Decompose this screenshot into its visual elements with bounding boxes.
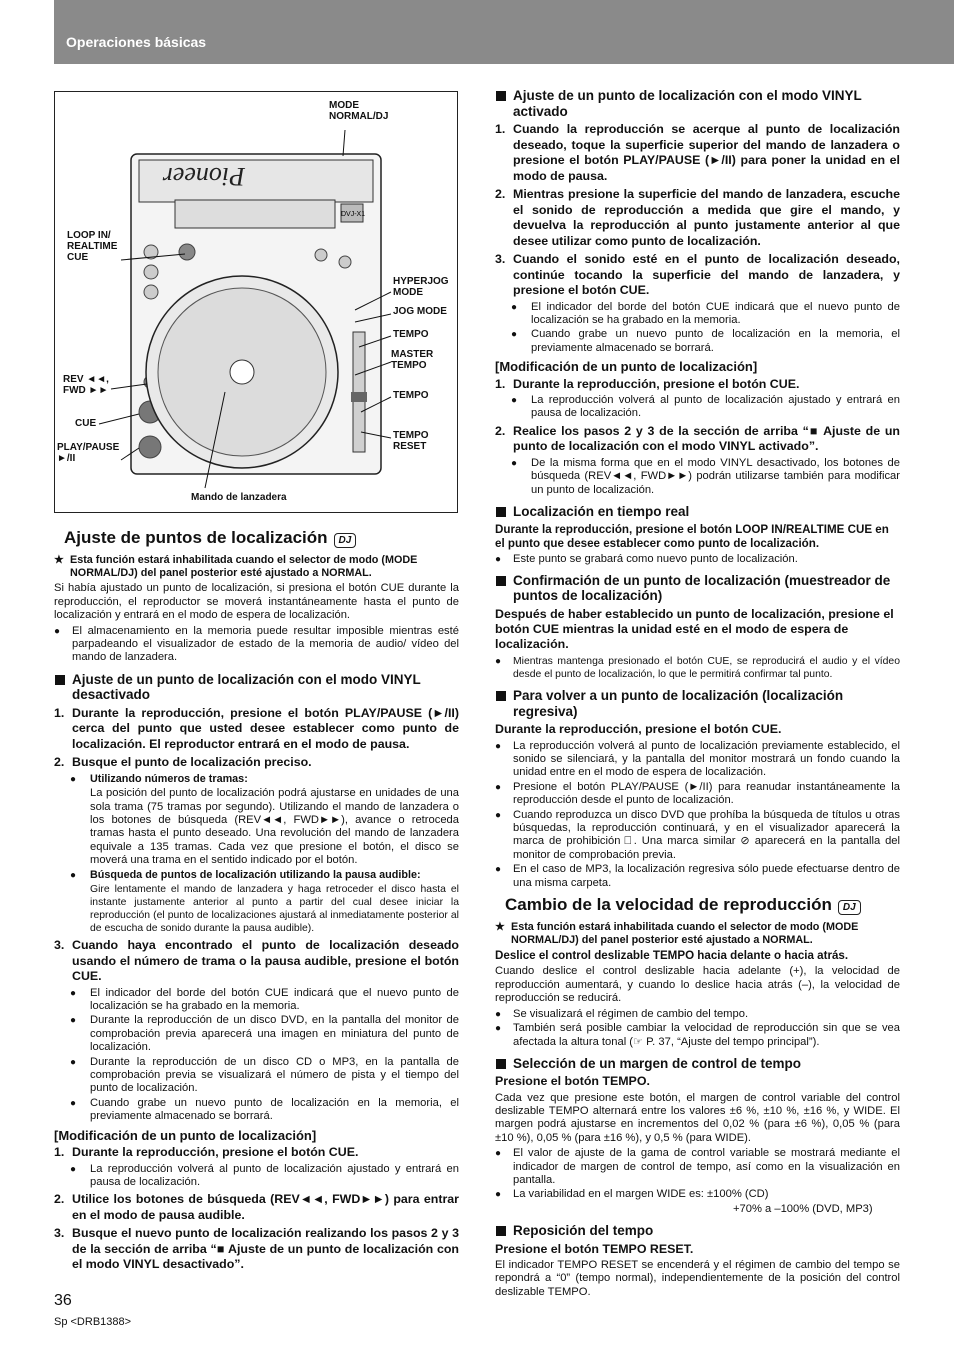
step-2: 2. Mientras presione la superficie del mando de lanzadera, escuche el sonido de reproducción a medida que gire el mando, y devuelva la reproducción al punto justamente anterior al que desee utilizar como punto de localización.: [495, 187, 900, 248]
bullet: ● La reproducción volverá al punto de localización previamente establecido, el sonido se silenciará, y la pantalla del monitor mostrará un fondo cuando la unidad entre en el modo de espera de localización.: [495, 740, 900, 780]
section-title: Operaciones básicas: [66, 34, 207, 50]
heading-back-cue: Para volver a un punto de localización (localización regresiva): [495, 688, 900, 719]
heading-realtime: Localización en tiempo real: [495, 504, 900, 520]
mod-step-3: 3. Busque el nuevo punto de localización realizando los pasos 2 y 3 de la sección de arriba “■ Ajuste de un punto de localización con el modo VINYL desactivado”.: [54, 1226, 459, 1272]
body-text: El indicador TEMPO RESET se encenderá y el régimen de cambio del tempo se repondrá a “0” (tempo normal), independientemente de la posición del control deslizable TEMPO.: [495, 1258, 900, 1298]
heading-reset: Reposición del tempo: [495, 1223, 900, 1239]
mod-step-1: 1. Durante la reproducción, presione el botón CUE.: [54, 1145, 359, 1160]
bold-text: Presione el botón TEMPO RESET.: [495, 1241, 694, 1256]
page-number: 36: [54, 1292, 72, 1309]
bold-text: Presione el botón TEMPO.: [495, 1074, 650, 1089]
body-text: +70% a –100% (DVD, MP3): [733, 1202, 873, 1215]
bullet: ● La variabilidad en el margen WIDE es: ±100% (CD): [495, 1188, 900, 1201]
section-title-cue: Ajuste de puntos de localización DJ: [54, 529, 459, 550]
label-jogmode: JOG MODE: [393, 306, 447, 317]
dj-badge: DJ: [838, 900, 861, 915]
bullet: ● La reproducción volverá al punto de localización ajustado y entrará en pausa de localización.: [495, 394, 900, 421]
left-column: [54, 523, 459, 1275]
bullet: ● Se visualizará el régimen de cambio del tempo.: [495, 1008, 900, 1021]
bullet: ● Cuando grabe un nuevo punto de localización en la memoria, el previamente almacenado se borrará.: [54, 1097, 459, 1124]
step-1: 1. Cuando la reproducción se acerque al punto de localización deseado, toque la superficie superior del mando de lanzadera o presione el botón PLAY/PAUSE (►/II) para poner la unidad en el modo de pausa.: [495, 122, 900, 183]
heading-vinyl-on: Ajuste de un punto de localización con el modo VINYL activado: [495, 88, 900, 119]
bullet: ● Mientras mantenga presionado el botón CUE, se reproducirá el audio y el vídeo desde el punto de localización, lo que le permitirá confirmar tal punto.: [495, 655, 900, 682]
device-figure: [54, 91, 458, 513]
label-cue: CUE: [75, 418, 97, 429]
step-3: 3. Cuando el sonido esté en el punto de localización deseado, continúe tocando la superficie del mando de lanzadera, y presione el botón CUE.: [495, 252, 900, 297]
bullet: ● El almacenamiento en la memoria puede resultar imposible mientras esté parpadeando el visualizador de estado de la memoria de audio/ vídeo del mando de lanzadera.: [54, 625, 459, 665]
section-header: [54, 0, 954, 64]
bullet: ● El valor de ajuste de la gama de control variable se mostrará mediante el indicador de margen de control de tempo, así como en la visualización en pantalla.: [495, 1147, 900, 1187]
heading-confirm: Confirmación de un punto de localización (muestreador de puntos de localización): [495, 573, 900, 604]
right-column: [495, 88, 900, 1301]
label-jog-dial: Mando de lanzadera: [191, 492, 287, 503]
intro-text: Si había ajustado un punto de localización, si presiona el botón CUE durante la reproducción, el reproductor se moverá instantáneamente hasta el punto de localización y entrará en el modo de espera de localización.: [54, 582, 459, 622]
label-hyperjog: HYPERJOG MODE: [393, 276, 449, 298]
label-tempo-reset: TEMPO RESET: [393, 430, 429, 452]
bullet-title: ● Utilizando números de tramas:: [54, 773, 459, 786]
note-star: ★ Esta función estará inhabilitada cuando el selector de modo (MODE NORMAL/DJ) del panel posterior esté ajustado a NORMAL.: [495, 921, 900, 947]
label-mode: MODE NORMAL/DJ: [329, 100, 389, 122]
mod-step-2: 2. Realice los pasos 2 y 3 de la sección de arriba “■ Ajuste de un punto de localización con el modo VINYL activado”.: [495, 423, 900, 454]
bullet: ● También será posible cambiar la velocidad de reproducción sin que se vea afectada la altura tonal (☞ P. 37, “Ajuste del tempo principal”).: [495, 1022, 900, 1049]
step-3: 3. Cuando haya encontrado el punto de localización deseado usando el número de trama o la pausa audible, presione el botón CUE.: [54, 938, 459, 984]
mod-step-2: 2. Utilice los botones de búsqueda (REV◄◄, FWD►►) para entrar en el modo de pausa audible.: [54, 1192, 459, 1222]
step-2: 2. Busque el punto de localización preciso.: [54, 755, 312, 770]
mod-step-1: 1. Durante la reproducción, presione el botón CUE.: [495, 376, 800, 391]
label-play-pause: PLAY/PAUSE ►/II: [57, 442, 120, 464]
subheading-mod: [Modificación de un punto de localización]: [54, 1127, 317, 1143]
heading-range: Selección de un margen de control de tempo: [495, 1056, 900, 1072]
body-text: Cada vez que presione este botón, el margen de control variable del control deslizable TEMPO alternará entre los valores ±6 %, ±10 %, ±16 %, y WIDE. El margen podrá ajustarse en incrementos del 0,02 % (para ±6 %), 0,05 % (para ±10 %), 0,05 % (para ±16 %), y 0,5 % (para WIDE).: [495, 1091, 900, 1144]
model-label: DVJ-X1: [341, 211, 366, 218]
label-master-tempo: MASTER TEMPO: [391, 349, 434, 371]
bullet: ● En el caso de MP3, la localización regresiva sólo puede efectuarse dentro de una misma carpeta.: [495, 863, 900, 890]
bullet: ● Este punto se grabará como nuevo punto de localización.: [495, 553, 900, 566]
bullet: ● La reproducción volverá al punto de localización ajustado y entrará en pausa de localización.: [54, 1163, 459, 1190]
bold-text: Durante la reproducción, presione el botón CUE.: [495, 722, 782, 737]
bullet: ● Presione el botón PLAY/PAUSE (►/II) para reanudar instantáneamente la reproducción desde el punto de localización.: [495, 781, 900, 808]
bullet: ● Cuando grabe un nuevo punto de localización en la memoria, el previamente almacenado se borrará.: [495, 328, 900, 355]
label-rev-fwd: REV ◄◄, FWD ►►: [63, 374, 109, 396]
bullet: ● De la misma forma que en el modo VINYL desactivado, los botones de búsqueda (REV◄◄, FWD►►) podrán utilizarse también para modificar un punto de localización.: [495, 457, 900, 497]
dj-badge: DJ: [334, 533, 357, 548]
bold-text: Durante la reproducción, presione el botón LOOP IN/REALTIME CUE en el punto que desee establecer como punto de localización.: [495, 522, 889, 550]
bullet: ● El indicador del borde del botón CUE indicará que el nuevo punto de localización se ha grabado en la memoria.: [54, 987, 459, 1014]
bullet-text: La posición del punto de localización podrá ajustarse en unidades de una sola trama (75 tramas por segundo). Utilizando el mando de lanzadera o los botones de búsqueda (REV◄◄, FWD►►), avance o retroceda tramas hasta el punto deseado. Una revolución del mando de lanzadera equivale a 135 tramas. Cada vez que presione el botón, el disco se moverá una trama en el sentido indicado por el botón.: [90, 787, 459, 867]
bold-text: Después de haber establecido un punto de localización, presione el botón CUE mientras la unidad esté en el modo de espera de localización.: [495, 606, 894, 652]
pioneer-logo: Pioneer: [162, 162, 245, 191]
doc-code: Sp <DRB1388>: [54, 1316, 132, 1328]
label-tempo: TEMPO: [393, 329, 429, 340]
bullet: ● Durante la reproducción de un disco CD o MP3, en la pantalla de comprobación previa se visualizará el número de pista y el tiempo del punto de localización.: [54, 1056, 459, 1096]
section-title-tempo: Cambio de la velocidad de reproducción DJ: [495, 896, 900, 917]
label-loop: LOOP IN/ REALTIME CUE: [67, 230, 118, 263]
label-tempo-slider: TEMPO: [393, 390, 429, 401]
bullet: ● Durante la reproducción de un disco DVD, en la pantalla del monitor de comprobación previa aparecerá una imagen en miniatura del punto de localización.: [54, 1014, 459, 1054]
bullet: ● El indicador del borde del botón CUE indicará que el nuevo punto de localización se ha grabado en la memoria.: [495, 301, 900, 328]
step-1: 1. Durante la reproducción, presione el botón PLAY/PAUSE (►/II) cerca del punto que usted desee establecer como punto de localización. El reproductor entrará en el modo de pausa.: [54, 705, 459, 751]
note-star: ★ Esta función estará inhabilitada cuando el selector de modo (MODE NORMAL/DJ) del panel posterior esté ajustado a NORMAL.: [54, 554, 459, 580]
heading-vinyl-off: Ajuste de un punto de localización con el modo VINYL desactivado: [54, 672, 459, 703]
bullet-title: ● Búsqueda de puntos de localización utilizando la pausa audible:: [54, 869, 459, 882]
body-text: Cuando deslice el control deslizable hacia adelante (+), la velocidad de reproducción aumentará, y cuando lo deslice hacia atrás (–), la velocidad de reproducción se reducirá.: [495, 965, 900, 1005]
subheading-mod: [Modificación de un punto de localización]: [495, 359, 758, 375]
bold-text: Deslice el control deslizable TEMPO hacia delante o hacia atrás.: [495, 949, 849, 963]
bullet-text: Gire lentamente el mando de lanzadera y haga retroceder el disco hasta el instante justamente anterior al punto a partir del cual desee iniciar la reproducción (el punto de localizaciones ajustará al inmediatamente posterior al de escucha de sonido durante la pausa audible).: [90, 884, 459, 935]
bullet: ● Cuando reproduzca un disco DVD que prohíba la búsqueda de títulos u otras búsquedas, la reproducción continuará, y en el visualizador aparecerá la marca de prohibición ⃠. Una marca similar ⊘ aparecerá en la pantalla del monitor de comprobación previa.: [495, 809, 900, 863]
